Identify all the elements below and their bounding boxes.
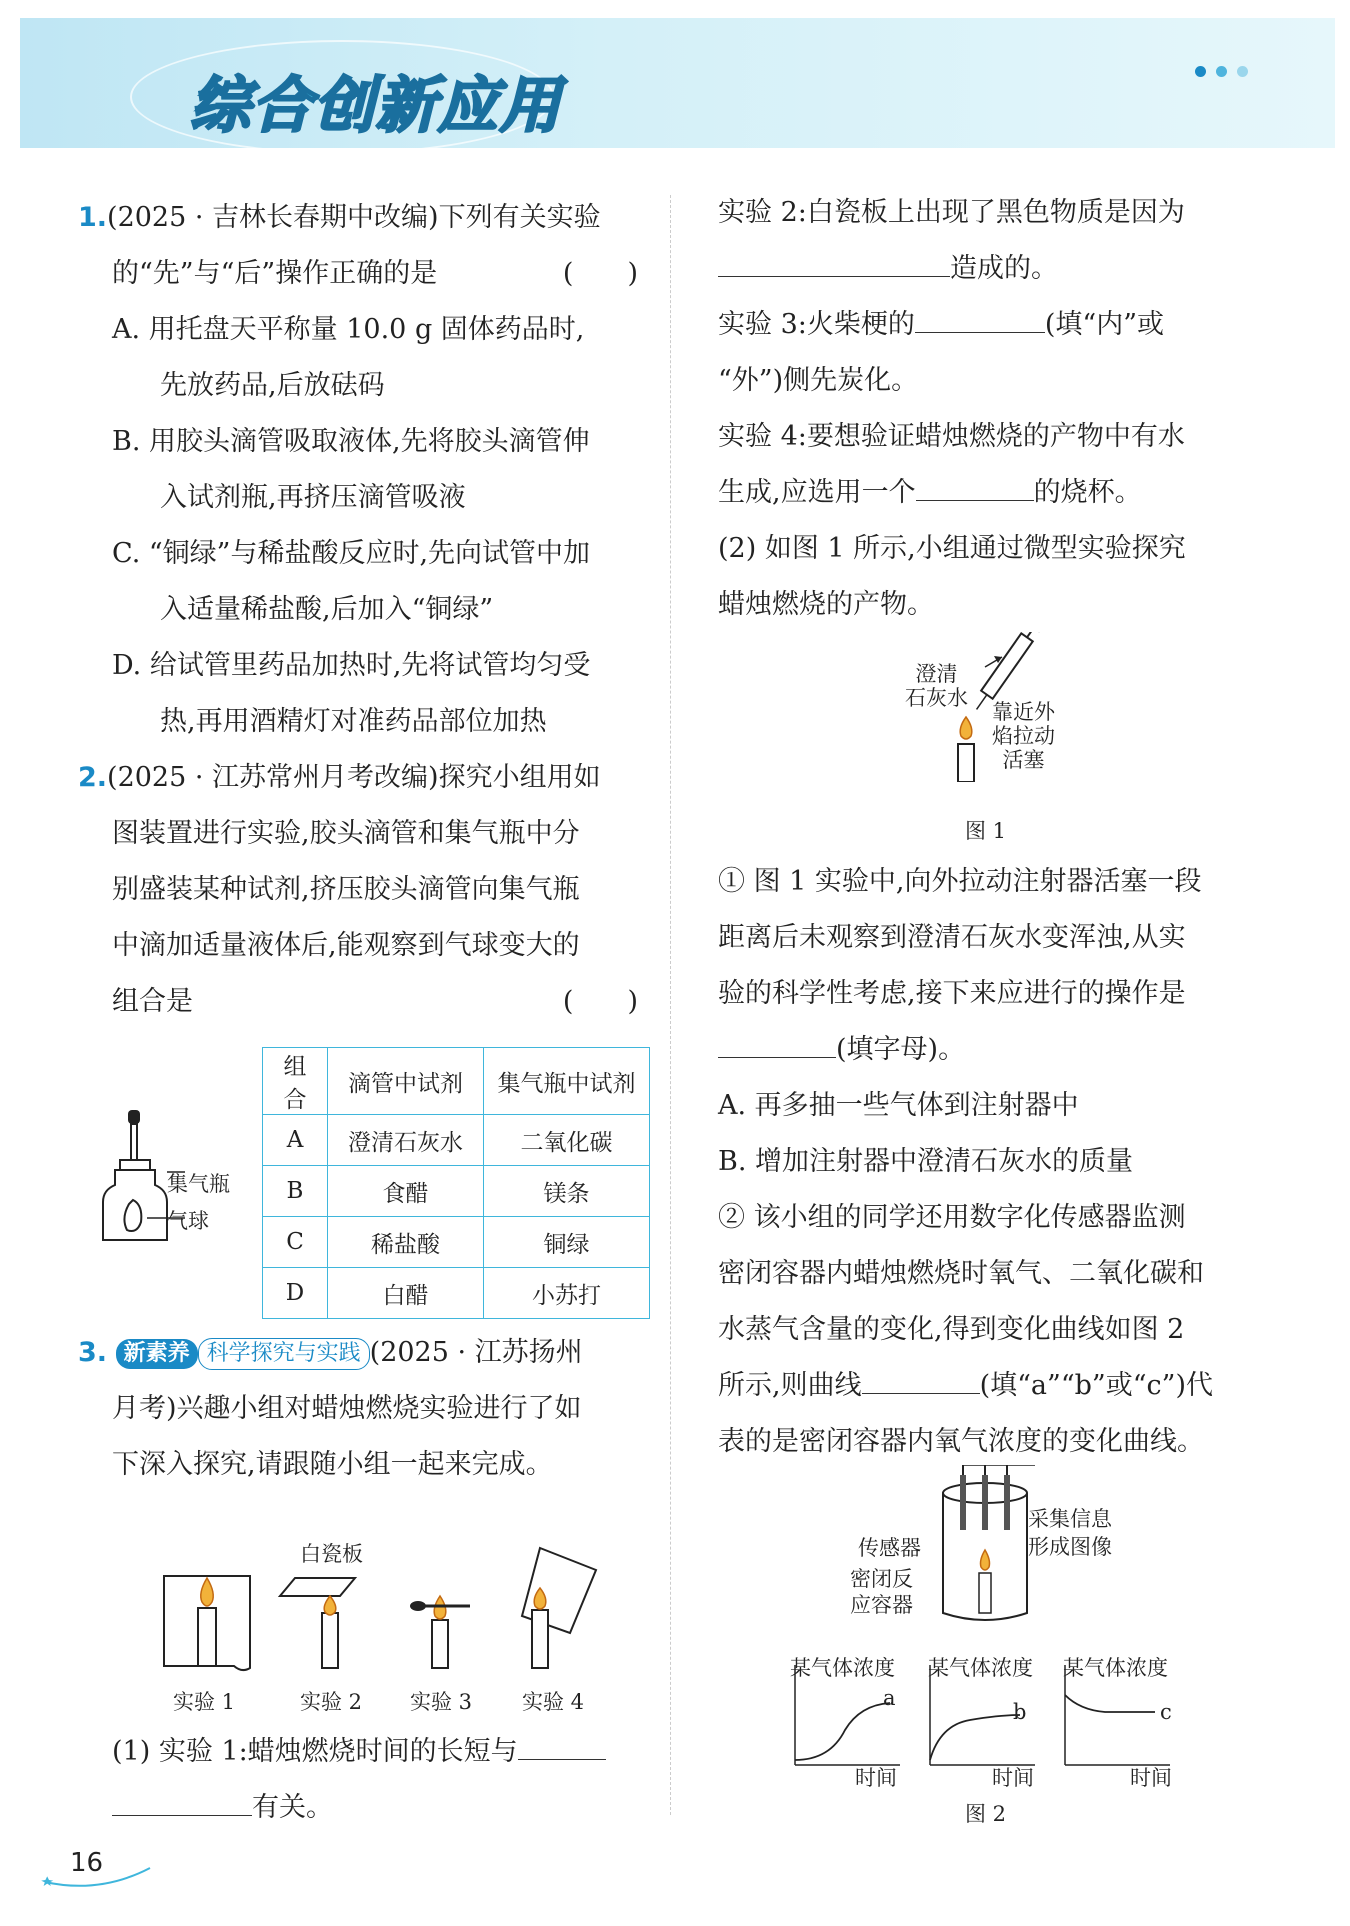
table-cell: 小苏打 — [484, 1268, 650, 1319]
label-sensor: 传感器 — [858, 1536, 921, 1560]
table-cell: D — [263, 1268, 328, 1319]
table-header: 组合 — [263, 1048, 328, 1115]
q2-number: 2. — [78, 762, 108, 793]
option-b: B. 增加注射器中澄清石灰水的质量 — [718, 1146, 1134, 1177]
label-balloon: 气球 — [167, 1209, 209, 1233]
label-exp-3: 实验 3 — [410, 1690, 473, 1714]
c1-hint: (填字母)。 — [836, 1034, 966, 1065]
q1-line-1 — [78, 190, 648, 246]
q2-answer-paren[interactable]: ( ) — [562, 986, 638, 1017]
right-column-2 — [718, 854, 1263, 1470]
q3-part1-text: (1) 实验 1:蜡烛燃烧时间的长短与 — [112, 1736, 518, 1767]
label-exp-2: 实验 2 — [300, 1690, 363, 1714]
q1-option-b: B. 用胶头滴管吸取液体,先将胶头滴管伸 — [112, 426, 590, 457]
q3-part1 — [78, 1724, 648, 1836]
q1-line-2 — [78, 246, 648, 302]
q2-line-2: 图装置进行实验,胶头滴管和集气瓶中分 — [112, 818, 580, 849]
table-header-row — [263, 1048, 650, 1115]
exp4-text: 生成,应选用一个 — [718, 477, 916, 508]
c2-text: 所示,则曲线 — [718, 1370, 862, 1401]
table-header: 滴管中试剂 — [328, 1048, 484, 1115]
figure-1-caption: 图 1 — [965, 819, 1007, 843]
q3-line-2: 月考)兴趣小组对蜡烛燃烧实验进行了如 — [112, 1393, 582, 1424]
q1-option-b-cont: 入试剂瓶,再挤压滴管吸液 — [160, 482, 466, 513]
c1-line-1: ① 图 1 实验中,向外拉动注射器活塞一段 — [718, 866, 1202, 897]
label-pull-plunger: 靠近外 焰拉动 活塞 — [992, 700, 1055, 772]
graph-b-ylabel: 某气体浓度 — [928, 1656, 1033, 1680]
q3-line-1 — [78, 1325, 648, 1381]
section-banner — [20, 18, 1335, 148]
q3-block — [78, 1325, 648, 1493]
table-cell: 澄清石灰水 — [328, 1115, 484, 1166]
c2-line-1: ② 该小组的同学还用数字化传感器监测 — [718, 1202, 1186, 1233]
column-divider — [670, 195, 671, 1815]
dot-1 — [1195, 66, 1206, 77]
exp3-line-1 — [718, 297, 1263, 353]
q1-option-a-cont: 先放药品,后放砝码 — [160, 370, 385, 401]
answer-blank[interactable] — [718, 246, 950, 277]
table-row — [263, 1217, 650, 1268]
label-white-plate: 白瓷板 — [300, 1542, 363, 1566]
graph-a-ylabel: 某气体浓度 — [790, 1656, 895, 1680]
q1-option-c-cont: 入适量稀盐酸,后加入“铜绿” — [160, 594, 494, 625]
q2-line-1 — [78, 750, 648, 806]
q2-line-3: 别盛装某种试剂,挤压胶头滴管向集气瓶 — [112, 874, 580, 905]
option-a: A. 再多抽一些气体到注射器中 — [718, 1090, 1079, 1121]
science-practice-tag: 科学探究与实践 — [198, 1338, 370, 1370]
q3-part1-line-2 — [78, 1780, 648, 1836]
q2-reagent-table — [262, 1047, 650, 1319]
answer-blank[interactable] — [518, 1729, 606, 1760]
q1-option-d: D. 给试管里药品加热时,先将试管均匀受 — [112, 650, 591, 681]
table-row — [263, 1268, 650, 1319]
c2-line-5: 表的是密闭容器内氧气浓度的变化曲线。 — [718, 1426, 1204, 1457]
table-header: 集气瓶中试剂 — [484, 1048, 650, 1115]
label-limewater: 澄清 石灰水 — [905, 662, 968, 710]
q1-stem-2: 的“先”与“后”操作正确的是 — [112, 258, 438, 289]
table-cell: 镁条 — [484, 1166, 650, 1217]
graph-c-xlabel: 时间 — [1130, 1766, 1172, 1790]
answer-blank[interactable] — [112, 1785, 252, 1816]
table-cell: 稀盐酸 — [328, 1217, 484, 1268]
curve-a — [795, 1703, 890, 1760]
answer-blank[interactable] — [862, 1363, 980, 1394]
c2-hint: (填“a”“b”或“c”)代 — [979, 1370, 1213, 1401]
c2-line-4 — [718, 1358, 1263, 1414]
exp4-tail: 的烧杯。 — [1033, 477, 1142, 508]
table-cell: 食醋 — [328, 1166, 484, 1217]
graph-c-ylabel: 某气体浓度 — [1063, 1656, 1168, 1680]
table-row — [263, 1115, 650, 1166]
q3-source: (2025 · 江苏扬州 — [369, 1337, 583, 1368]
part2-line-1: (2) 如图 1 所示,小组通过微型实验探究 — [718, 533, 1186, 564]
label-exp-4: 实验 4 — [522, 1690, 585, 1714]
label-collect-info: 采集信息 形成图像 — [1028, 1507, 1112, 1559]
label-gas-bottle: 集气瓶 — [167, 1172, 230, 1196]
q1-option-c: C. “铜绿”与稀盐酸反应时,先向试管中加 — [112, 538, 591, 569]
left-column — [78, 190, 648, 1030]
dot-2 — [1216, 66, 1227, 77]
q1-number: 1. — [78, 202, 108, 233]
c2-line-2: 密闭容器内蜡烛燃烧时氧气、二氧化碳和 — [718, 1258, 1204, 1289]
exp4-line-1: 实验 4:要想验证蜡烛燃烧的产物中有水 — [718, 421, 1185, 452]
new-literacy-tag: 新素养 — [116, 1339, 198, 1369]
graph-b-xlabel: 时间 — [992, 1766, 1034, 1790]
label-sealed-container: 密闭反 应容器 — [850, 1567, 913, 1617]
c1-line-3: 验的科学性考虑,接下来应进行的操作是 — [718, 978, 1186, 1009]
answer-blank[interactable] — [915, 302, 1045, 333]
exp2-line-2 — [718, 241, 1263, 297]
exp4-line-2 — [718, 465, 1263, 521]
answer-blank[interactable] — [718, 1027, 836, 1058]
exp3-line-2: “外”)侧先炭化。 — [718, 365, 919, 396]
candle-experiments-figure — [150, 1538, 610, 1688]
q3-part1-line-1 — [78, 1724, 648, 1780]
q2-stem-5: 组合是 — [112, 986, 193, 1017]
curve-label-c: c — [1160, 1700, 1172, 1724]
banner-dots — [1195, 62, 1253, 81]
exp3-text: 实验 3:火柴梗的 — [718, 309, 915, 340]
curve-label-b: b — [1013, 1700, 1027, 1724]
c1-line-2: 距离后未观察到澄清石灰水变浑浊,从实 — [718, 922, 1186, 953]
table-row — [263, 1166, 650, 1217]
table-cell: 铜绿 — [484, 1217, 650, 1268]
figure-2-caption: 图 2 — [965, 1802, 1007, 1826]
q3-number: 3. — [78, 1337, 108, 1368]
curve-label-a: a — [883, 1686, 896, 1710]
answer-blank[interactable] — [916, 470, 1034, 501]
section-title: 综合创新应用 — [190, 71, 562, 141]
exp3-hint: (填“内”或 — [1044, 309, 1164, 340]
part2-line-2: 蜡烛燃烧的产物。 — [718, 589, 934, 620]
q3-part1-tail: 有关。 — [252, 1792, 333, 1823]
q1-option-d-cont: 热,再用酒精灯对准药品部位加热 — [160, 706, 547, 737]
q1-answer-paren[interactable]: ( ) — [562, 258, 638, 289]
q3-line-3: 下深入探究,请跟随小组一起来完成。 — [112, 1449, 553, 1480]
q1-stem-1: (2025 · 吉林长春期中改编)下列有关实验 — [107, 202, 601, 233]
figure-2-sensor-apparatus — [935, 1465, 1035, 1625]
table-cell: A — [263, 1115, 328, 1166]
curve-b — [930, 1715, 1020, 1760]
table-cell: B — [263, 1166, 328, 1217]
c2-line-3: 水蒸气含量的变化,得到变化曲线如图 2 — [718, 1314, 1185, 1345]
q2-line-5 — [78, 974, 648, 1030]
exp2-line-1: 实验 2:白瓷板上出现了黑色物质是因为 — [718, 197, 1185, 228]
q2-stem-1: (2025 · 江苏常州月考改编)探究小组用如 — [107, 762, 601, 793]
right-column — [718, 185, 1263, 633]
q1-option-a: A. 用托盘天平称量 10.0 g 固体药品时, — [112, 314, 585, 345]
curve-c — [1065, 1695, 1155, 1712]
label-exp-1: 实验 1 — [173, 1690, 236, 1714]
c1-line-4 — [718, 1022, 1263, 1078]
dot-3 — [1237, 66, 1248, 77]
table-cell: 二氧化碳 — [484, 1115, 650, 1166]
graph-a-xlabel: 时间 — [855, 1766, 897, 1790]
table-cell: 白醋 — [328, 1268, 484, 1319]
exp2-tail: 造成的。 — [950, 253, 1058, 284]
q2-line-4: 中滴加适量液体后,能观察到气球变大的 — [112, 930, 580, 961]
table-cell: C — [263, 1217, 328, 1268]
page-number: 16 — [70, 1848, 104, 1878]
